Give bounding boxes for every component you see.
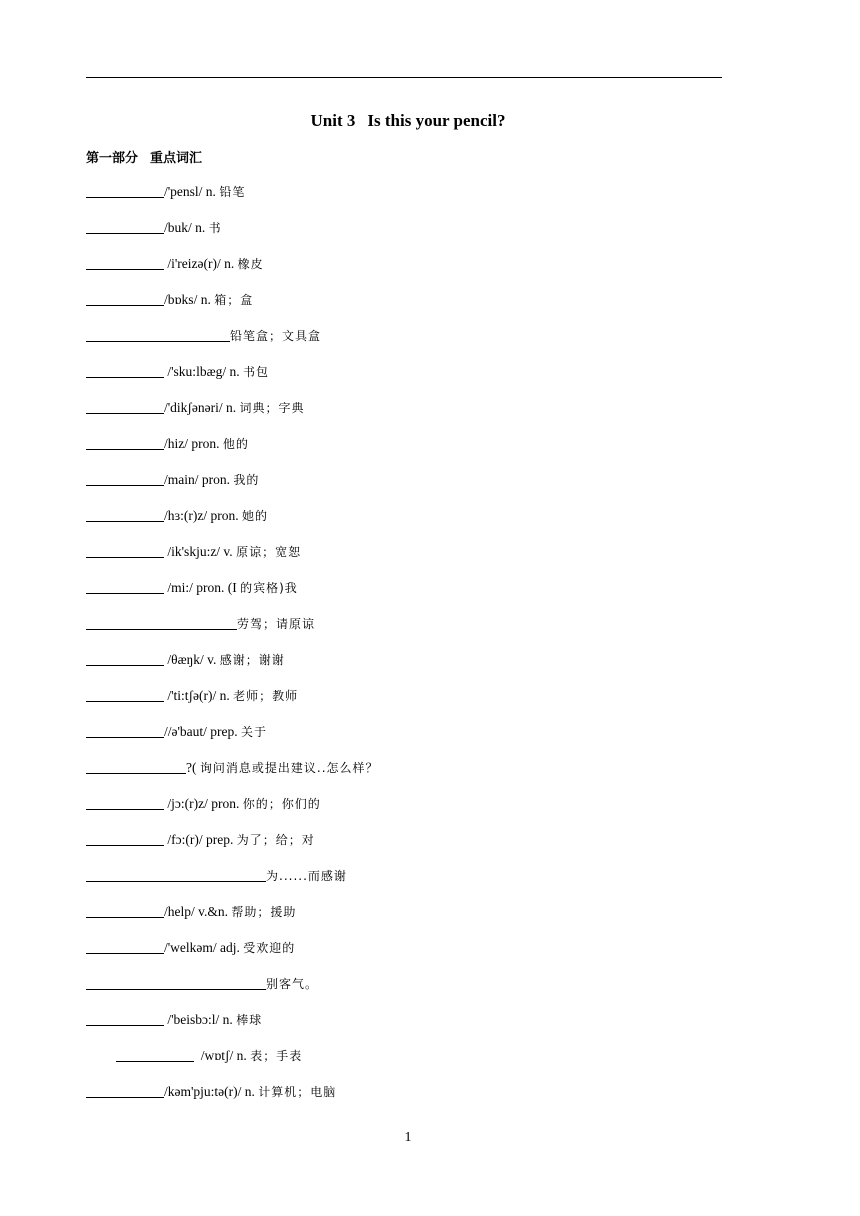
vocab-entry: [86, 362, 269, 382]
chinese-meaning: 棒球: [236, 1013, 263, 1027]
vocab-entry: [86, 506, 268, 526]
phonetic-text: /i'reizə(r)/ n.: [164, 256, 235, 271]
section-heading: [86, 147, 202, 166]
answer-blank[interactable]: [86, 507, 164, 522]
answer-blank[interactable]: [86, 471, 164, 486]
chinese-meaning: 帮助；援助: [231, 905, 297, 919]
vocab-entry: [86, 182, 245, 202]
vocab-entry: [86, 794, 321, 814]
chinese-meaning: 表；手表: [250, 1049, 303, 1063]
chinese-meaning: 受欢迎的: [243, 941, 296, 955]
answer-blank[interactable]: [86, 183, 164, 198]
vocab-entry: [86, 614, 315, 634]
answer-blank[interactable]: [86, 399, 164, 414]
answer-blank[interactable]: [86, 327, 230, 342]
phonetic-text: /wɒtʃ/ n.: [194, 1048, 247, 1063]
chinese-meaning: 书包: [242, 365, 269, 379]
phonetic-text: /'beisbɔ:l/ n.: [164, 1012, 233, 1027]
vocab-entry: [86, 686, 298, 706]
answer-blank[interactable]: [86, 363, 164, 378]
page-number: 1: [404, 1130, 412, 1145]
chinese-meaning: 关于: [241, 725, 268, 739]
answer-blank[interactable]: [86, 615, 237, 630]
vocab-entry: [86, 974, 318, 994]
answer-blank[interactable]: [86, 831, 164, 846]
section-name: 重点词汇: [150, 151, 203, 166]
vocab-entry: [86, 326, 321, 346]
phonetic-text: /bɒks/ n.: [164, 292, 211, 307]
chinese-meaning: 为了；给；对: [236, 833, 315, 847]
vocab-entry: [86, 254, 264, 274]
phonetic-text: /hɜ:(r)z/ pron.: [164, 508, 239, 523]
phonetic-text: /kəm'pju:tə(r)/ n.: [164, 1084, 255, 1099]
title-text: Is this your pencil?: [367, 111, 506, 130]
phonetic-text: /help/ v.&n.: [164, 904, 228, 919]
chinese-meaning: 计算机；电脑: [258, 1085, 337, 1099]
section-label: 第一部分: [86, 151, 139, 166]
chinese-meaning: 原谅；宽恕: [236, 545, 302, 559]
answer-blank[interactable]: [86, 975, 266, 990]
answer-blank[interactable]: [86, 219, 164, 234]
phonetic-text: /'welkəm/ adj.: [164, 940, 240, 955]
answer-blank[interactable]: [86, 687, 164, 702]
vocab-entry: [86, 1010, 262, 1030]
vocab-entry: [86, 578, 298, 598]
vocab-entry: [86, 650, 285, 670]
answer-blank[interactable]: [86, 867, 266, 882]
phonetic-text: /'pensl/ n.: [164, 184, 216, 199]
phonetic-text: /hiz/ pron.: [164, 436, 220, 451]
phonetic-text: ?(: [186, 760, 197, 775]
vocab-entry: [86, 542, 301, 562]
title-unit: Unit 3: [310, 111, 356, 130]
chinese-meaning: 他的: [222, 437, 249, 451]
answer-blank[interactable]: [86, 723, 164, 738]
vocab-entry: [86, 1082, 336, 1102]
chinese-meaning: 铅笔: [219, 185, 246, 199]
vocab-entry: [86, 866, 347, 886]
vocab-entry: [86, 398, 305, 418]
chinese-meaning: 感谢；谢谢: [219, 653, 285, 667]
chinese-meaning: 橡皮: [237, 257, 264, 271]
answer-blank[interactable]: [86, 1011, 164, 1026]
answer-blank[interactable]: [86, 255, 164, 270]
chinese-meaning: 你的；你们的: [242, 797, 321, 811]
vocab-entry: [116, 1046, 302, 1066]
vocab-entry: [86, 758, 379, 778]
answer-blank[interactable]: [86, 435, 164, 450]
chinese-meaning: 为......而感谢: [266, 869, 347, 883]
phonetic-text: /'ti:tʃə(r)/ n.: [164, 688, 230, 703]
chinese-meaning: 书: [208, 221, 222, 235]
phonetic-text: //ə'baut/ prep.: [164, 724, 238, 739]
vocab-entry: [86, 470, 259, 490]
vocab-entry: [86, 722, 267, 742]
vocab-entry: [86, 830, 315, 850]
chinese-meaning: 劳驾；请原谅: [237, 617, 316, 631]
page-title: [0, 111, 816, 131]
header-rule: [86, 77, 722, 78]
chinese-meaning: 老师；教师: [233, 689, 299, 703]
vocab-entry: [86, 938, 295, 958]
answer-blank[interactable]: [86, 939, 164, 954]
phonetic-text: /fɔ:(r)/ prep.: [164, 832, 234, 847]
answer-blank[interactable]: [86, 579, 164, 594]
phonetic-text: /'sku:lbæg/ n.: [164, 364, 240, 379]
phonetic-text: /buk/ n.: [164, 220, 206, 235]
answer-blank[interactable]: [86, 651, 164, 666]
answer-blank[interactable]: [116, 1047, 194, 1062]
phonetic-text: /'dikʃənəri/ n.: [164, 400, 237, 415]
phonetic-text: /jɔ:(r)z/ pron.: [164, 796, 240, 811]
answer-blank[interactable]: [86, 903, 164, 918]
chinese-meaning: 箱；盒: [214, 293, 254, 307]
answer-blank[interactable]: [86, 543, 164, 558]
answer-blank[interactable]: [86, 759, 186, 774]
answer-blank[interactable]: [86, 795, 164, 810]
answer-blank[interactable]: [86, 291, 164, 306]
vocab-entry: [86, 902, 296, 922]
phonetic-text: /ik'skju:z/ v.: [164, 544, 233, 559]
chinese-meaning: 别客气。: [266, 977, 319, 991]
answer-blank[interactable]: [86, 1083, 164, 1098]
chinese-meaning: 她的: [242, 509, 269, 523]
chinese-meaning: 我的: [233, 473, 260, 487]
phonetic-text: /main/ pron.: [164, 472, 230, 487]
chinese-meaning: 的宾格)我: [240, 581, 298, 595]
vocab-entry: [86, 290, 253, 310]
vocab-entry: [86, 434, 249, 454]
vocab-entry: [86, 218, 222, 238]
phonetic-text: /θæŋk/ v.: [164, 652, 217, 667]
chinese-meaning: 询问消息或提出建议..怎么样？: [199, 761, 379, 775]
chinese-meaning: 词典；字典: [239, 401, 305, 415]
phonetic-text: /mi:/ pron. (I: [164, 580, 237, 595]
chinese-meaning: 铅笔盒；文具盒: [230, 329, 322, 343]
